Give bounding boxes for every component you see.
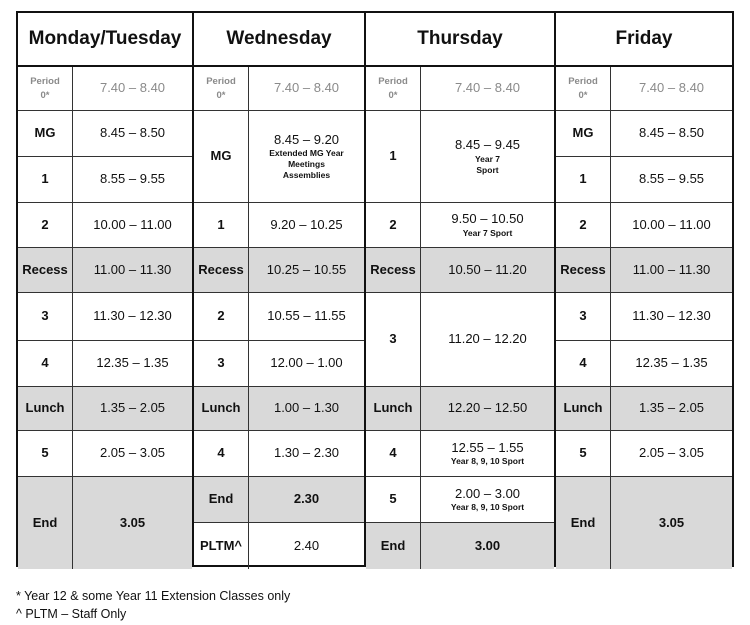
day-header: Wednesday — [194, 13, 364, 67]
period-time: 12.00 – 1.00 — [270, 355, 343, 371]
period-label: 1 — [18, 157, 73, 203]
footnote-pltm: ^ PLTM – Staff Only — [16, 607, 127, 621]
period-time: 1.00 – 1.30 — [273, 400, 340, 416]
period-note: Year 8, 9, 10 Sport — [450, 502, 525, 513]
period-label: 1 — [366, 111, 421, 203]
period-label: 2 — [366, 203, 421, 248]
period-time: 8.55 – 9.55 — [638, 171, 705, 187]
period-label: 5 — [366, 477, 421, 523]
period-time: 10.25 – 10.55 — [266, 261, 347, 277]
period-time: 8.45 – 8.50 — [638, 125, 705, 141]
period-time-cell — [421, 387, 554, 431]
period-time: 3.05 — [658, 514, 685, 530]
period-time: 10.50 – 11.20 — [448, 261, 527, 277]
day-header: Monday/Tuesday — [18, 13, 192, 67]
period-time: 9.20 – 10.25 — [270, 216, 343, 232]
period-time: 11.30 – 12.30 — [632, 308, 711, 324]
day-column — [194, 11, 366, 567]
period-label: Recess — [366, 248, 421, 293]
period-time-cell — [611, 341, 732, 387]
period-label: 2 — [556, 203, 611, 248]
period-time-cell — [611, 203, 732, 248]
period-label: MG — [194, 111, 249, 203]
period-time-cell — [421, 431, 554, 477]
period-time-cell — [73, 157, 192, 203]
period-label: 3 — [194, 341, 249, 387]
period-label: 4 — [556, 341, 611, 387]
period-time: 1.35 – 2.05 — [99, 400, 166, 416]
period-time-cell — [611, 293, 732, 341]
period-label: End — [366, 523, 421, 569]
period-label: 5 — [18, 431, 73, 477]
period-time: 2.30 — [293, 491, 320, 507]
period-time: 3.00 — [474, 537, 501, 553]
period-label: 4 — [366, 431, 421, 477]
period-time: 3.05 — [119, 514, 146, 530]
period-label: Lunch — [366, 387, 421, 431]
period-time-cell — [611, 67, 732, 111]
period-time-cell — [73, 341, 192, 387]
period-time: 2.05 – 3.05 — [99, 445, 166, 461]
period-time-cell — [73, 387, 192, 431]
period-time-cell — [249, 248, 364, 293]
period-label: Recess — [18, 248, 73, 293]
period-time: 8.45 – 8.50 — [99, 125, 166, 141]
period-time: 2.05 – 3.05 — [638, 445, 705, 461]
period-label: 3 — [18, 293, 73, 341]
period-time-cell — [421, 203, 554, 248]
period-time-cell — [73, 293, 192, 341]
period-label: 3 — [366, 293, 421, 387]
period-time-cell — [73, 67, 192, 111]
period-time-cell — [73, 431, 192, 477]
period-time-cell — [249, 293, 364, 341]
period-time: 2.00 – 3.00 — [454, 485, 521, 501]
period-label: 1 — [556, 157, 611, 203]
footnote-period0: * Year 12 & some Year 11 Extension Classes only — [16, 589, 291, 603]
period-label: End — [556, 477, 611, 569]
day-header: Friday — [556, 13, 732, 67]
period-time: 12.35 – 1.35 — [635, 355, 708, 371]
period-time-cell — [611, 387, 732, 431]
period-label: End — [194, 477, 249, 523]
period-time-cell — [611, 157, 732, 203]
period-time-cell — [73, 477, 192, 569]
period-time: 10.00 – 11.00 — [93, 216, 172, 232]
period-label: Lunch — [194, 387, 249, 431]
period-label: Lunch — [18, 387, 73, 431]
period-time-cell — [249, 203, 364, 248]
period-time: 1.30 – 2.30 — [273, 445, 340, 461]
period-label: 3 — [556, 293, 611, 341]
period-time-cell — [73, 203, 192, 248]
period-time-cell — [249, 111, 364, 203]
period-label: MG — [18, 111, 73, 157]
period-label: 5 — [556, 431, 611, 477]
period-note: Year 7 Sport — [474, 153, 501, 175]
period-time: 12.35 – 1.35 — [96, 355, 169, 371]
period-time-cell — [611, 248, 732, 293]
period-time-cell — [421, 248, 554, 293]
period-label: Recess — [556, 248, 611, 293]
period-time-cell — [421, 523, 554, 569]
period-label: Period 0* — [366, 67, 421, 111]
period-time-cell — [73, 111, 192, 157]
period-label: Period 0* — [194, 67, 249, 111]
period-time: 7.40 – 8.40 — [638, 80, 705, 96]
period-time: 1.35 – 2.05 — [638, 400, 705, 416]
period-time-cell — [249, 341, 364, 387]
period-label: 1 — [194, 203, 249, 248]
period-time: 8.45 – 9.20 — [273, 131, 340, 147]
period-label: 2 — [194, 293, 249, 341]
period-label: 4 — [18, 341, 73, 387]
period-time: 11.00 – 11.30 — [632, 261, 711, 277]
period-label: Lunch — [556, 387, 611, 431]
period-note: Year 7 Sport — [462, 227, 513, 238]
period-time-cell — [73, 248, 192, 293]
period-time: 11.00 – 11.30 — [93, 261, 172, 277]
period-time: 11.30 – 12.30 — [93, 308, 172, 324]
period-time: 8.55 – 9.55 — [99, 171, 166, 187]
period-label: Recess — [194, 248, 249, 293]
period-time-cell — [249, 477, 364, 523]
period-time: 7.40 – 8.40 — [273, 80, 340, 96]
period-time-cell — [421, 293, 554, 387]
day-column — [16, 11, 194, 567]
period-note: Extended MG Year Meetings Assemblies — [269, 148, 344, 181]
period-label: MG — [556, 111, 611, 157]
period-time: 10.00 – 11.00 — [632, 216, 711, 232]
day-column — [556, 11, 734, 567]
period-label: 4 — [194, 431, 249, 477]
period-label: 2 — [18, 203, 73, 248]
period-time-cell — [421, 477, 554, 523]
period-time: 12.55 – 1.55 — [451, 439, 524, 455]
period-time: 7.40 – 8.40 — [99, 80, 166, 96]
period-time-cell — [249, 523, 364, 569]
period-label: Period 0* — [18, 67, 73, 111]
period-label: Period 0* — [556, 67, 611, 111]
period-time-cell — [249, 431, 364, 477]
day-header: Thursday — [366, 13, 554, 67]
period-time-cell — [611, 477, 732, 569]
period-time: 7.40 – 8.40 — [454, 80, 521, 96]
period-time: 12.20 – 12.50 — [447, 400, 528, 416]
period-time-cell — [249, 387, 364, 431]
period-time: 9.50 – 10.50 — [451, 211, 524, 227]
period-time: 8.45 – 9.45 — [454, 137, 521, 153]
period-label: End — [18, 477, 73, 569]
period-time: 10.55 – 11.55 — [267, 308, 346, 324]
day-column — [366, 11, 556, 567]
period-time-cell — [421, 67, 554, 111]
period-time: 2.40 — [293, 537, 320, 553]
period-time-cell — [611, 431, 732, 477]
period-label: PLTM^ — [194, 523, 249, 569]
period-time-cell — [611, 111, 732, 157]
period-time-cell — [421, 111, 554, 203]
period-time-cell — [249, 67, 364, 111]
period-time: 11.20 – 12.20 — [448, 331, 527, 347]
period-note: Year 8, 9, 10 Sport — [450, 456, 525, 467]
